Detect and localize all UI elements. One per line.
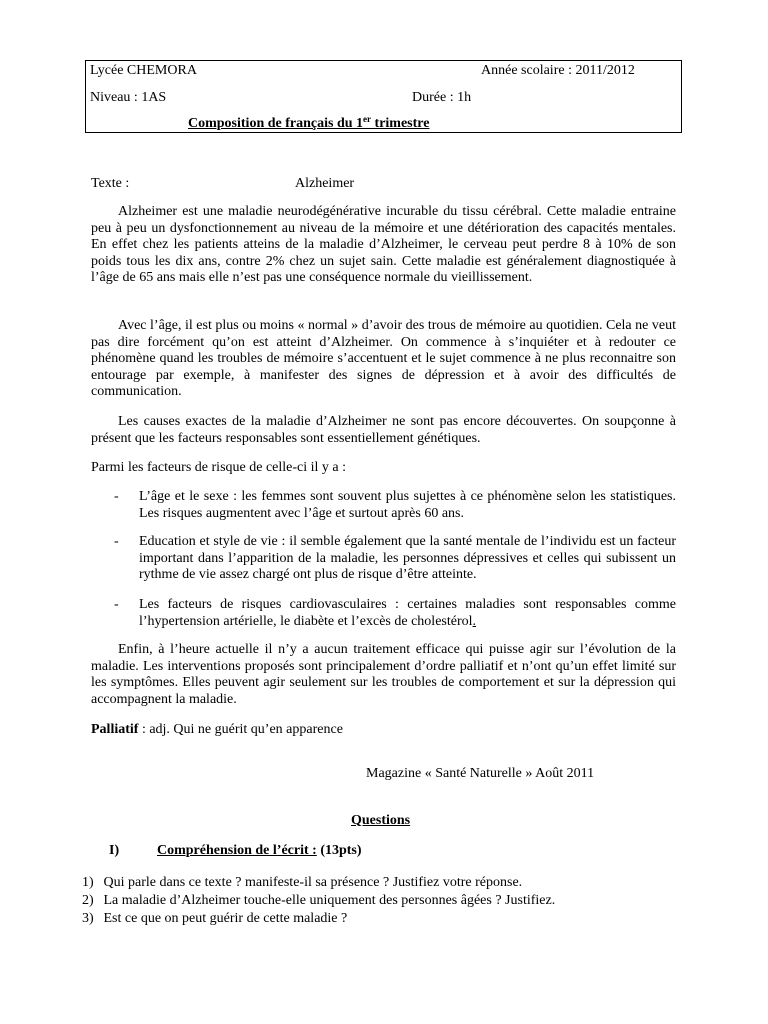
question-number: 3): [82, 911, 94, 926]
list-item: [114, 489, 676, 522]
list-item: [114, 597, 676, 630]
section-number: I): [109, 843, 120, 858]
header-box: [85, 60, 682, 133]
list-item-text: Education et style de vie : il semble également que la santé mentale de l’individu est un facteur important dans l’apparition de la maladie, les personnes dépressives et celles qui subissent un rythme de vie assez chargé ont plus de risque d’être atteinte.: [139, 534, 676, 583]
paragraph-2: Avec l’âge, il est plus ou moins « normal » d’avoir des trous de mémoire au quotidien. Cela ne veut pas dire forcément qu’on est atteint d’Alzheimer. On commence à s’inquiéter et à redouter ce phénomène quand les troubles de mémoire s’accentuent et le sujet commence à ne plus reconnaitre son entourage par exemple, à manifester des signes de dépression et à avoir des difficultés de communication.: [91, 318, 676, 400]
paragraph-3: Les causes exactes de la maladie d’Alzheimer ne sont pas encore découvertes. On soupçonne à présent que les facteurs responsables sont essentiellement génétiques.: [91, 414, 676, 446]
question-number: 2): [82, 893, 94, 908]
text-label: Texte :: [91, 176, 130, 191]
list-item-text: Les facteurs de risques cardiovasculaires : certaines maladies sont responsables comme l’hypertension artérielle, le diabète et l’excès de cholestérol.: [139, 597, 676, 629]
paragraph-5: Enfin, à l’heure actuelle il n’y a aucun traitement efficace qui puisse agir sur l’évolution de la maladie. Les interventions proposés sont principalement d’ordre palliatif et n’ont qu’un effet limité sur les symptômes. Elles peuvent agir seulement sur les troubles de comportement et sur la dépression qui accompagnent la maladie.: [91, 642, 676, 707]
question-number: 1): [82, 875, 94, 890]
exam-title: Composition de français du 1er trimestre: [188, 114, 430, 131]
source-citation: Magazine « Santé Naturelle » Août 2011: [366, 766, 595, 781]
school-name: Lycée CHEMORA: [90, 63, 197, 78]
bullet-dash: -: [114, 534, 119, 549]
question-text: Qui parle dans ce texte ? manifeste-il sa présence ? Justifiez votre réponse.: [103, 875, 523, 890]
section-title: Compréhension de l’écrit : (13pts): [157, 843, 362, 858]
bullet-dash: -: [114, 597, 119, 612]
list-item: [82, 893, 555, 909]
list-item-text: L’âge et le sexe : les femmes sont souvent plus sujettes à ce phénomène selon les statistiques. Les risques augmentent avec l’âge et surtout après 60 ans.: [139, 489, 676, 521]
list-item: [82, 911, 347, 927]
duration: Durée : 1h: [412, 90, 472, 105]
level: Niveau : 1AS: [90, 90, 167, 105]
bullet-dash: -: [114, 489, 119, 504]
question-text: La maladie d’Alzheimer touche-elle uniquement des personnes âgées ? Justifiez.: [103, 893, 556, 908]
questions-heading: Questions: [351, 813, 411, 828]
school-year: Année scolaire : 2011/2012: [481, 63, 635, 78]
paragraph-1: Alzheimer est une maladie neurodégénérative incurable du tissu cérébral. Cette maladie entraine peu à peu un dysfonctionnement au niveau de la mémoire et une détérioration des capacités mentales. En effet chez les patients atteins de la maladie d’Alzheimer, le cerveau peut perdre 8 à 10% de son poids tous les dix ans, contre 2% chez un sujet sain. Cette maladie est généralement diagnostiquée à l’âge de 65 ans mais elle n’est pas une conséquence normale du vieillissement.: [91, 204, 676, 286]
paragraph-4: Parmi les facteurs de risque de celle-ci il y a :: [91, 460, 347, 475]
glossary: Palliatif : adj. Qui ne guérit qu’en apparence: [91, 722, 343, 737]
list-item: [114, 534, 676, 584]
question-text: Est ce que on peut guérir de cette maladie ?: [103, 911, 348, 926]
text-title: Alzheimer: [295, 176, 355, 191]
list-item: [82, 875, 522, 891]
